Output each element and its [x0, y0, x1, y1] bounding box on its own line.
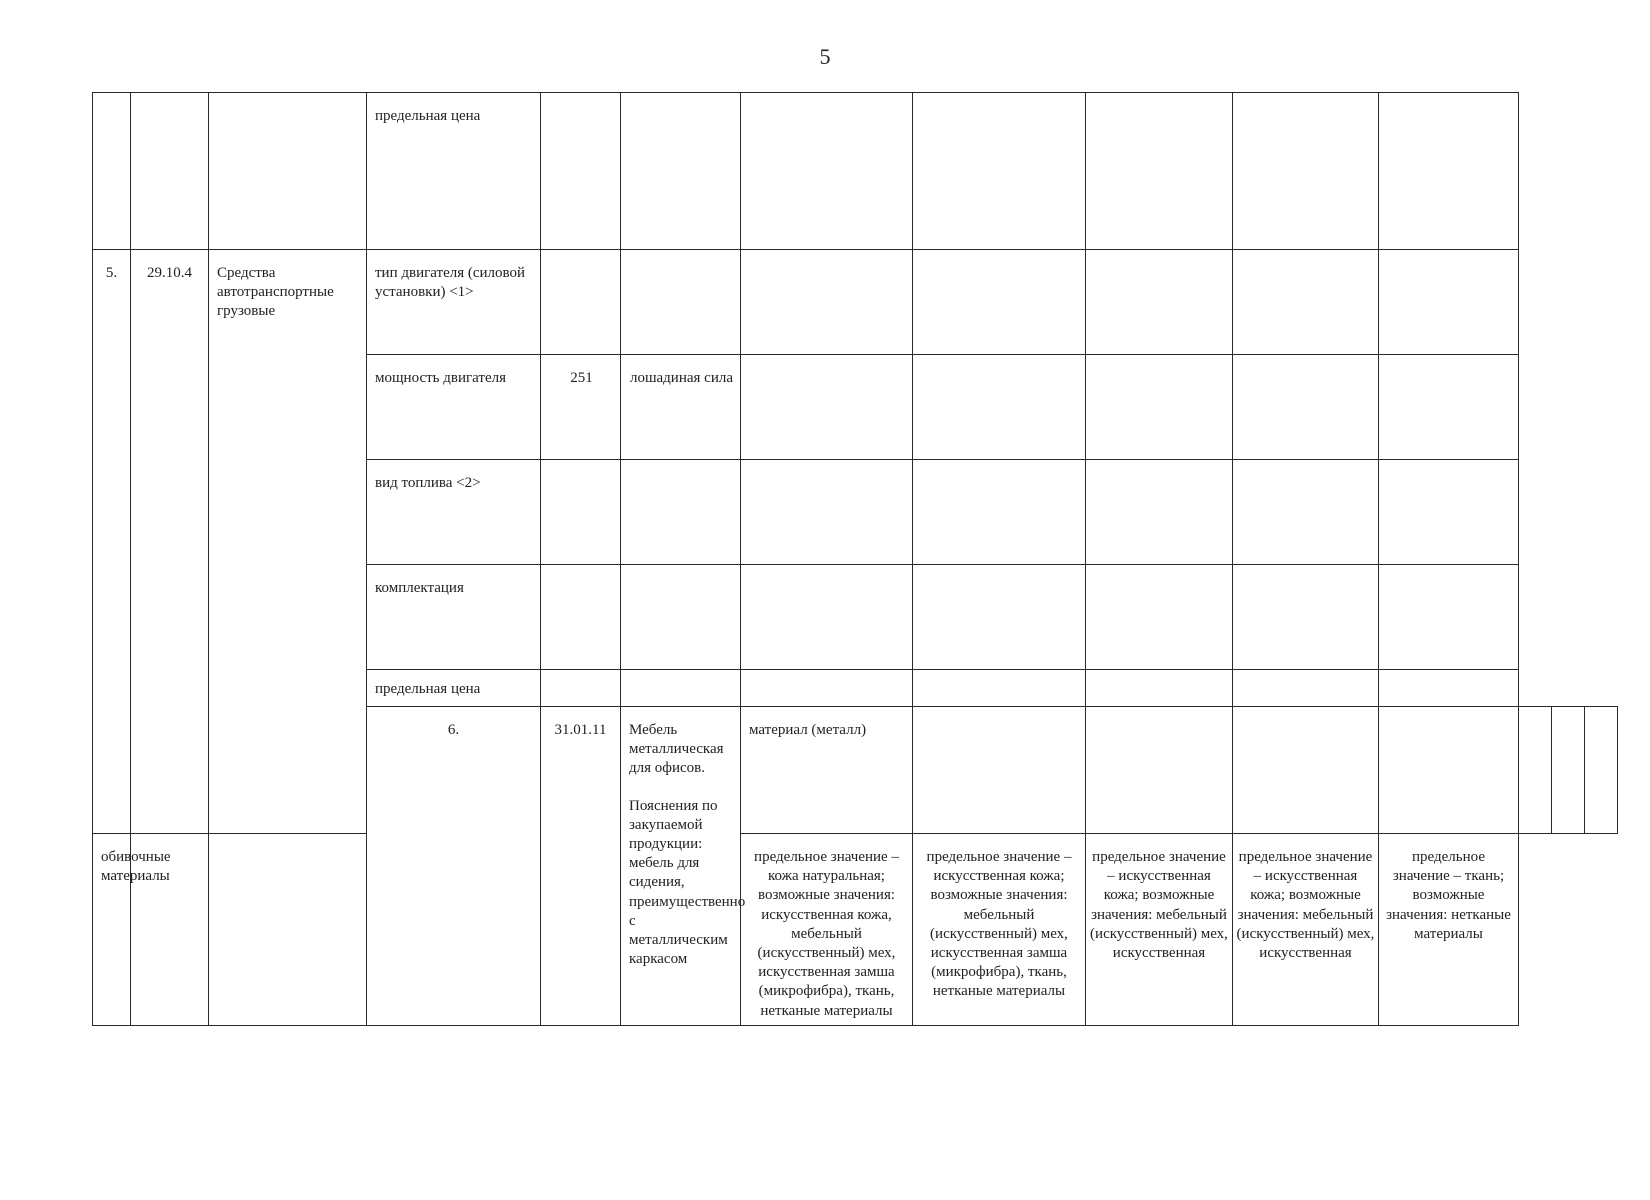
product-name	[621, 707, 746, 1026]
table-cell	[541, 670, 621, 707]
table-cell	[1086, 565, 1233, 670]
unit-cell: лошадиная сила	[621, 355, 741, 460]
table-row	[93, 250, 1618, 355]
okpd-code: 29.10.4	[131, 250, 209, 834]
table-cell	[913, 565, 1086, 670]
table-cell	[913, 707, 1086, 834]
table-cell	[1552, 707, 1585, 834]
characteristic-cell: мощность двигателя	[367, 355, 541, 460]
table-cell	[741, 565, 913, 670]
specification-table	[92, 92, 1618, 1026]
table-cell	[541, 250, 621, 355]
table-row	[93, 834, 1618, 1026]
table-cell	[1086, 707, 1233, 834]
table-cell	[1379, 670, 1519, 707]
row-number: 6.	[367, 707, 541, 1026]
table-cell	[1086, 670, 1233, 707]
product-name: Средства автотранспортные грузовые	[209, 250, 367, 834]
table-cell	[1233, 93, 1379, 250]
table-cell	[541, 460, 621, 565]
table-cell	[1233, 707, 1379, 834]
table-cell	[1233, 565, 1379, 670]
table-cell	[1233, 460, 1379, 565]
table-cell	[913, 670, 1086, 707]
table-cell	[621, 565, 741, 670]
table-cell	[1086, 250, 1233, 355]
table-cell	[913, 460, 1086, 565]
value-code-cell: 251	[541, 355, 621, 460]
okpd-code: 31.01.11	[541, 707, 621, 1026]
table-cell	[621, 93, 741, 250]
table-cell	[741, 670, 913, 707]
table-cell	[913, 93, 1086, 250]
table-cell	[1379, 355, 1519, 460]
characteristic-cell: предельная цена	[367, 670, 541, 707]
table-cell	[93, 93, 131, 250]
table-cell	[541, 93, 621, 250]
table-cell	[1233, 355, 1379, 460]
table-cell	[621, 670, 741, 707]
table-cell	[1585, 707, 1618, 834]
requirement-cell: предельное значение – кожа натуральная; возможные значения: искусственная кожа, мебельный (искусственный) мех, искусственная замша (микрофибра), ткань, нетканые материалы	[741, 834, 913, 1026]
requirement-cell: предельное значение – искусственная кожа; возможные значения: мебельный (искусственный) мех, искусственная	[1086, 834, 1233, 1026]
table-cell	[131, 93, 209, 250]
table-cell	[621, 250, 741, 355]
table-cell	[1086, 355, 1233, 460]
requirement-cell: предельное значение – искусственная кожа; возможные значения: мебельный (искусственный) мех, искусственная	[1233, 834, 1379, 1026]
product-name-note: Пояснения по закупаемой продукции: мебель для сидения, преимущественно с металлическим каркасом	[629, 797, 746, 968]
table-cell	[1086, 93, 1233, 250]
characteristic-cell: предельная цена	[367, 93, 541, 250]
table-cell	[1379, 565, 1519, 670]
table-cell	[1379, 250, 1519, 355]
table-row	[93, 93, 1618, 250]
characteristic-cell: комплектация	[367, 565, 541, 670]
characteristic-cell: вид топлива <2>	[367, 460, 541, 565]
product-name-title: Мебель металлическая для офисов.	[629, 722, 724, 777]
characteristic-cell: обивочные материалы	[93, 834, 131, 1026]
table-cell	[741, 460, 913, 565]
table-cell	[741, 355, 913, 460]
page-number: 5	[819, 44, 831, 69]
table-cell	[209, 834, 367, 1026]
requirement-cell: предельное значение – ткань; возможные значения: нетканые материалы	[1379, 834, 1519, 1026]
table-cell	[913, 355, 1086, 460]
characteristic-cell: материал (металл)	[741, 707, 913, 834]
table-cell	[541, 565, 621, 670]
table-cell	[1379, 707, 1519, 834]
table-cell	[741, 93, 913, 250]
table-cell	[1233, 250, 1379, 355]
table-cell	[1379, 93, 1519, 250]
table-cell	[209, 93, 367, 250]
table-cell	[1233, 670, 1379, 707]
table-cell	[1519, 707, 1552, 834]
requirement-cell: предельное значение – искусственная кожа; возможные значения: мебельный (искусственный) мех, искусственная замша (микрофибра), ткань, нетканые материалы	[913, 834, 1086, 1026]
table-cell	[1379, 460, 1519, 565]
table-cell	[621, 460, 741, 565]
characteristic-cell: тип двигателя (силовой установки) <1>	[367, 250, 541, 355]
table-cell	[741, 250, 913, 355]
row-number: 5.	[93, 250, 131, 834]
table-cell	[913, 250, 1086, 355]
table-cell	[1086, 460, 1233, 565]
